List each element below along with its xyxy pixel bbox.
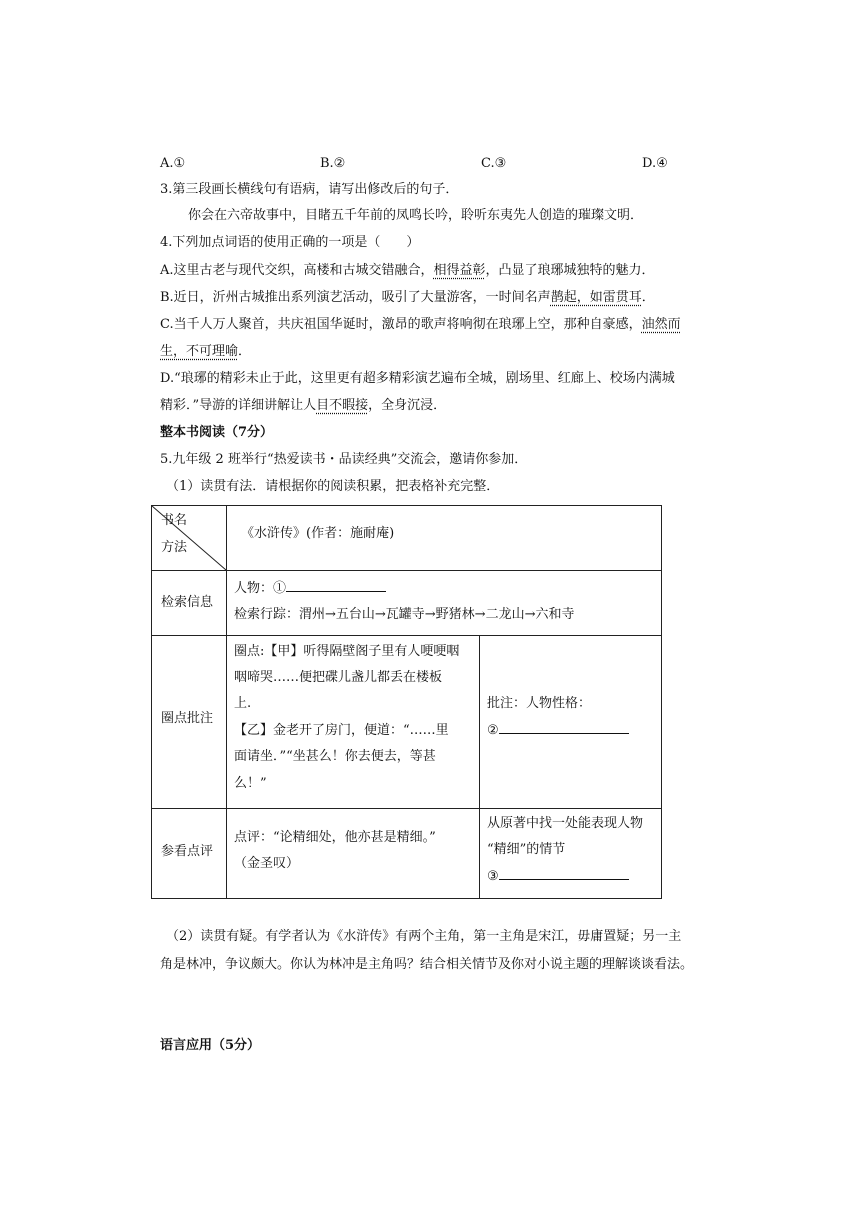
q4-option-a: [160, 263, 655, 279]
option-a: A.①: [160, 156, 186, 171]
row1-person: [234, 575, 386, 602]
table-hline-3: [152, 808, 661, 809]
row1-route: 检索行踪：渭州→五台山→瓦罐寺→野猪林→二龙山→六和寺: [234, 607, 575, 622]
q4-a-post: ，凸显了琅琊城独特的魅力．: [485, 263, 655, 278]
q4-a-dotted: 相得益彰: [433, 263, 486, 278]
q4-c-pre: C.当千人万人聚首，共庆祖国华诞时，激昂的歌声将响彻在琅琊上空，那种自豪感，: [160, 317, 642, 332]
book-title: 《水浒传》(作者：施耐庵): [241, 526, 395, 541]
blank-2[interactable]: [499, 719, 629, 734]
blank-1[interactable]: [286, 577, 386, 592]
q4-option-c-line2: [160, 344, 251, 360]
table-hline-1: [152, 570, 661, 571]
row2-line4: 【乙】金老开了房门，便道：“……里: [234, 723, 449, 738]
row2-line3: 上.: [234, 696, 252, 711]
blank-3[interactable]: [499, 865, 629, 880]
q4-option-b: [160, 290, 655, 306]
q3-prompt: 3.第三段画长横线句有语病，请写出修改后的句子．: [160, 182, 459, 197]
q4-d-dotted: 目不暇接: [316, 398, 369, 413]
corner-bottom-label: 方法: [161, 540, 188, 555]
row1-person-label: 人物：①: [234, 581, 287, 596]
q4-prompt: 4.下列加点词语的使用正确的一项是（ ）: [160, 235, 420, 250]
q4-d-pre: 精彩．”导游的详细讲解让人: [160, 398, 317, 413]
q4-d-post: ，全身沉浸．: [368, 398, 447, 413]
row2-answer-label: ②: [487, 723, 499, 738]
table-vline-2: [479, 635, 480, 898]
row2-line6: 么！”: [234, 776, 267, 791]
q5-sub2-line1: （2）读贯有疑。有学者认为《水浒传》有两个主角，第一主角是宋江，毋庸置疑；另一主: [166, 929, 682, 944]
row3-task-2: “精细”的情节: [487, 842, 566, 857]
section-heading-book: 整本书阅读（7分）: [160, 425, 274, 440]
row2-line2: 咽啼哭……便把碟儿盏儿都丢在楼板: [234, 670, 443, 685]
row3-answer: [487, 863, 629, 890]
q4-option-c-line1: [160, 317, 681, 333]
row3-comment-1: 点评：“论精细处，他亦甚是精细。”: [234, 830, 436, 845]
row3-label: 参看点评: [161, 844, 214, 859]
q3-sentence: 你会在六帝故事中，目睹五千年前的凤鸣长吟，聆听东夷先人创造的璀璨文明．: [188, 208, 644, 223]
row2-line1: 圈点:【甲】听得隔壁阁子里有人哽哽咽: [234, 644, 460, 659]
corner-top-label: 书名: [161, 513, 188, 528]
option-d: D.④: [642, 156, 668, 171]
section-heading-language: 语言应用（5分）: [160, 1038, 261, 1053]
row3-comment-2: （金圣叹）: [234, 856, 300, 871]
q4-b-dotted: 鹊起，如雷贯耳: [550, 290, 642, 305]
option-b: B.②: [320, 156, 346, 171]
q4-a-pre: A.这里古老与现代交织，高楼和古城交错融合，: [160, 263, 434, 278]
row2-line5: 面请坐．”“坐甚么！你去便去，等甚: [234, 749, 436, 764]
table-hline-2: [152, 635, 661, 636]
q5-prompt: 5.九年级 2 班举行“热爱读书・品读经典”交流会，邀请你参加．: [160, 452, 528, 467]
q4-option-d-line2: [160, 398, 446, 414]
q4-c-post: ．: [238, 344, 252, 359]
row1-label: 检索信息: [161, 595, 214, 610]
q5-sub1: （1）读贯有法．请根据你的阅读积累，把表格补充完整．: [166, 479, 500, 494]
option-c: C.③: [481, 156, 507, 171]
row2-label: 圈点批注: [161, 711, 214, 726]
row2-answer: [487, 717, 629, 744]
q4-c-dotted-2: 生，不可理喻: [160, 344, 239, 359]
row2-note: 批注：人物性格：: [487, 696, 592, 711]
q5-sub2-line2: 角是林冲，争议颇大。你认为林冲是主角吗？结合相关情节及你对小说主题的理解谈谈看法。: [160, 957, 694, 972]
row3-task-1: 从原著中找一处能表现人物: [487, 816, 644, 831]
q4-b-pre: B.近日，沂州古城推出系列演艺活动，吸引了大量游客，一时间名声: [160, 290, 551, 305]
q4-b-post: ．: [641, 290, 655, 305]
q4-c-dotted-1: 油然而: [641, 317, 681, 332]
reading-table: [151, 505, 662, 899]
row3-answer-label: ③: [487, 869, 499, 884]
q4-option-d-line1: D.“琅琊的精彩未止于此，这里更有超多精彩演艺遍布全城，剧场里、红廊上、校场内满城: [160, 371, 675, 386]
